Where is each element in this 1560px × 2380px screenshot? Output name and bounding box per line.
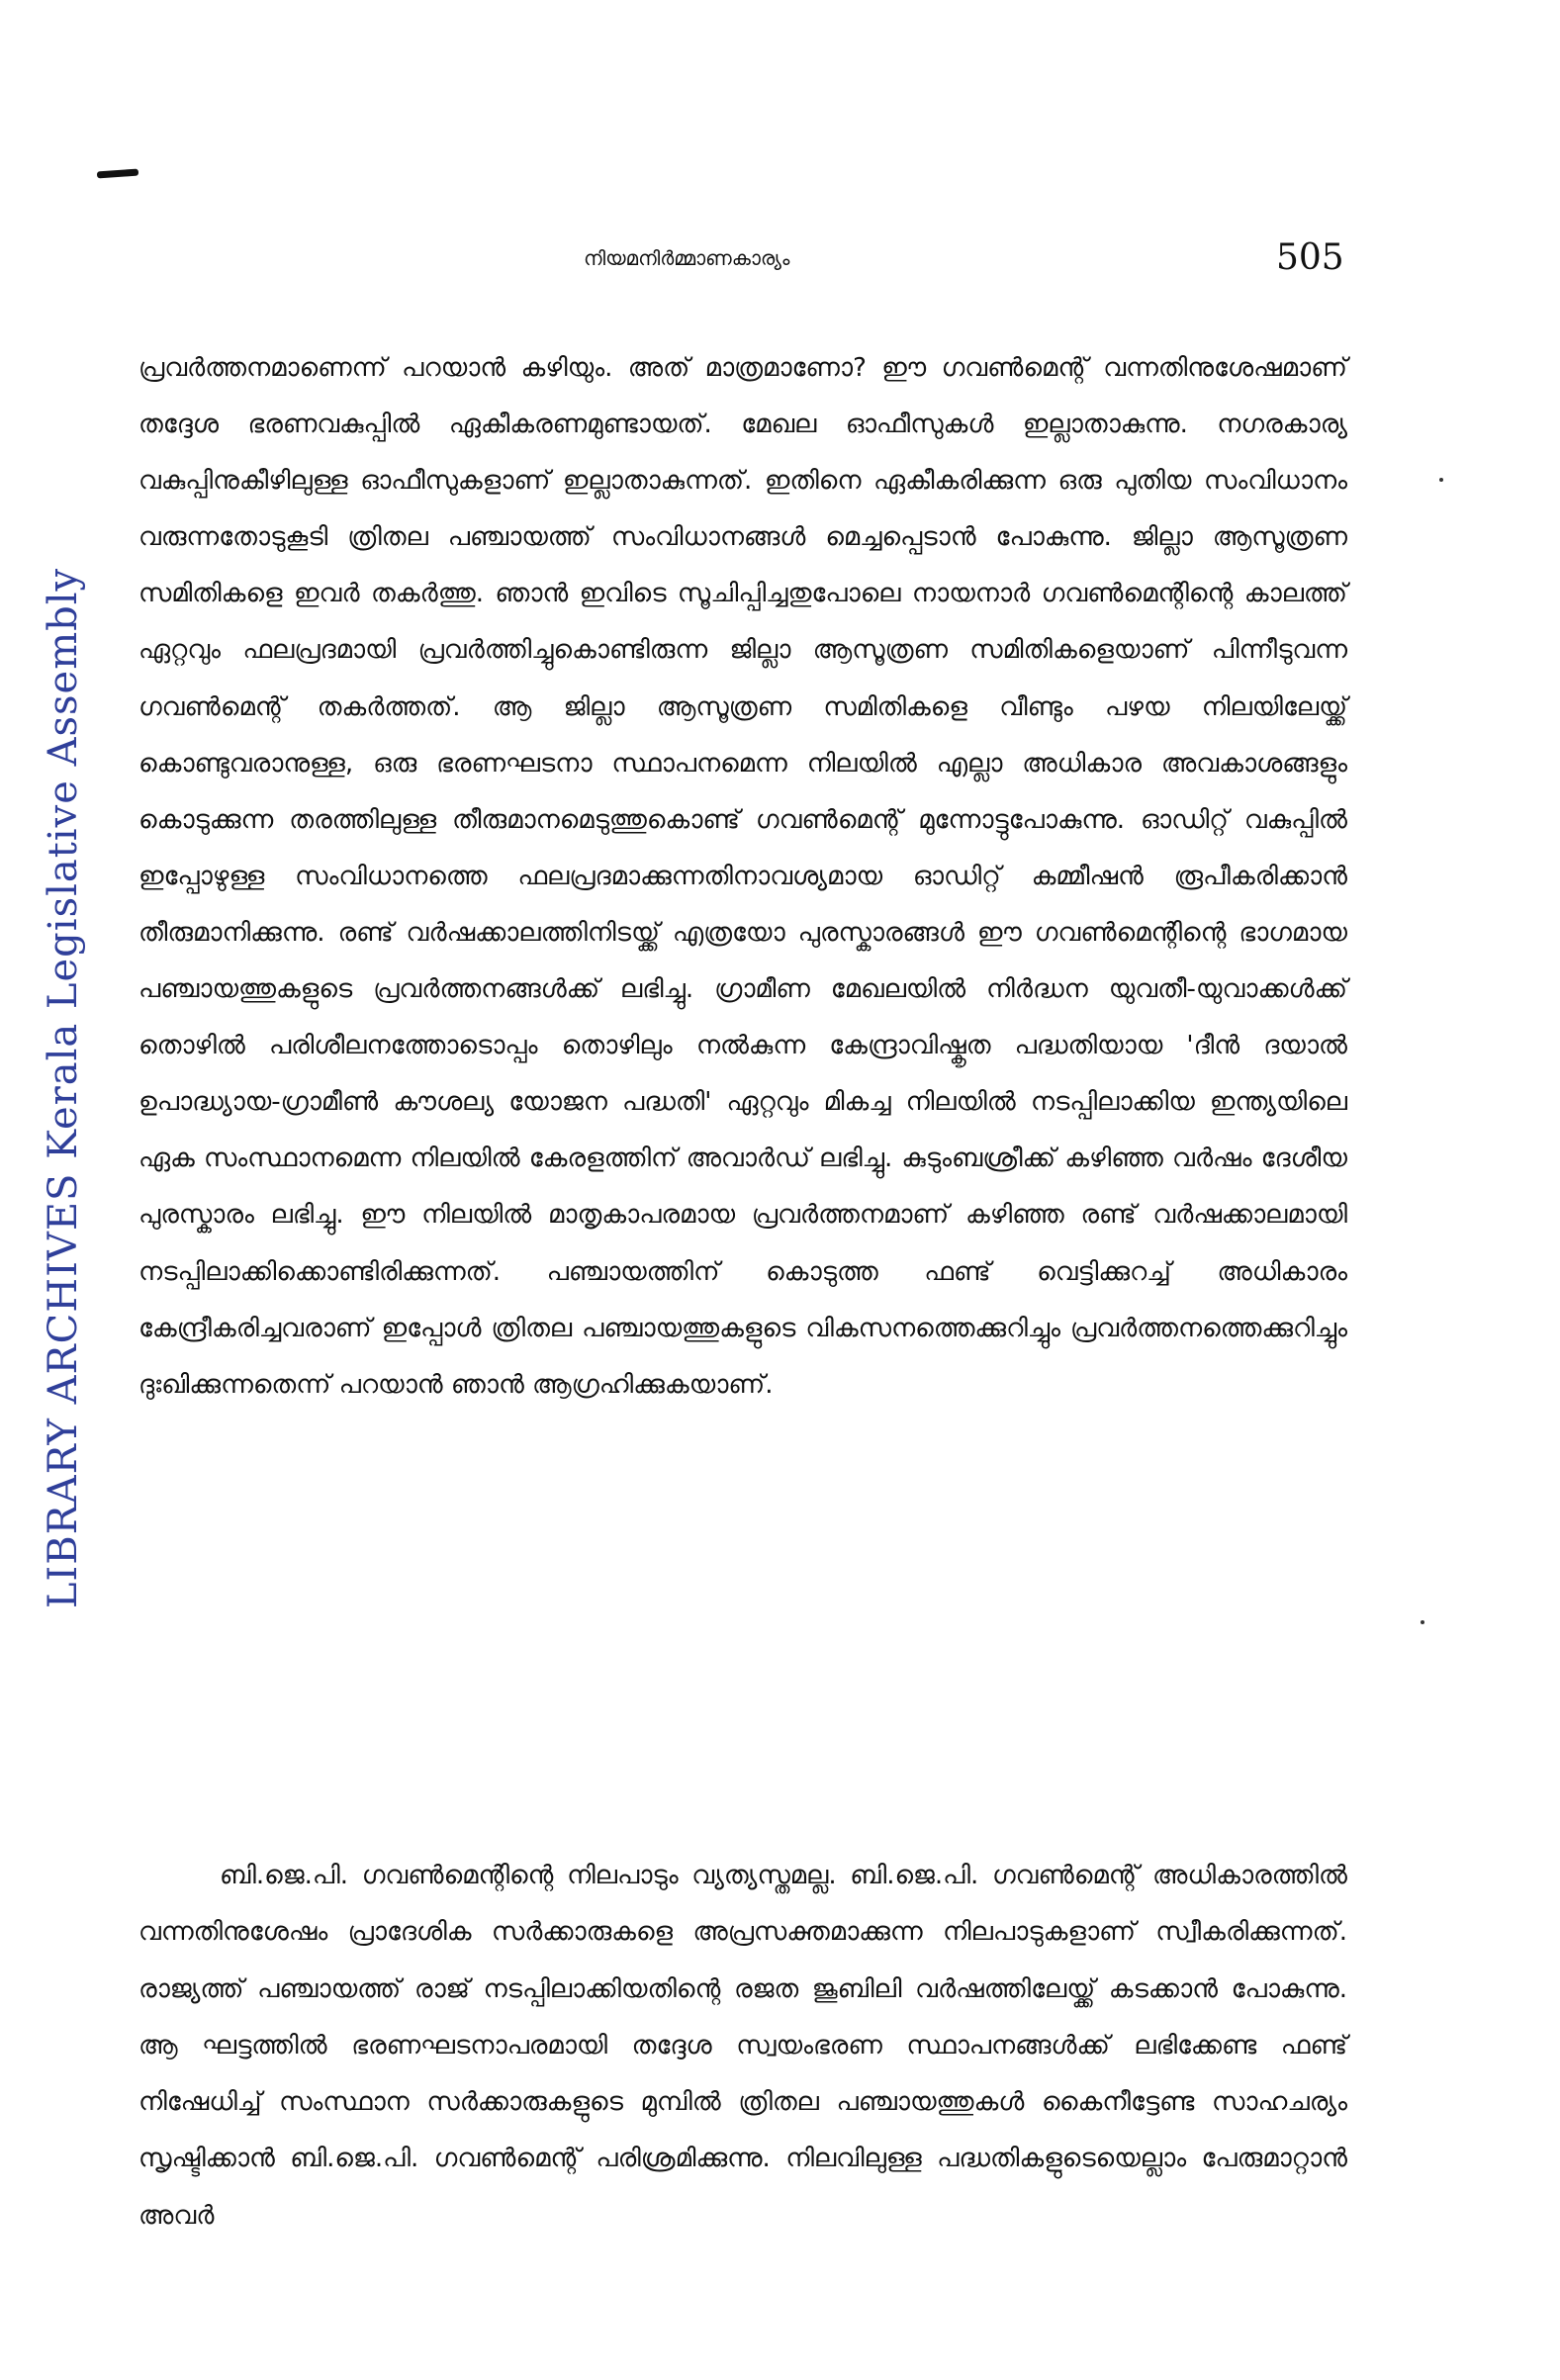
paragraph-text: പ്രവർത്തനമാണെന്ന് പറയാൻ കഴിയും. അത് മാത്രമാണോ? ഈ ഗവൺമെന്റ് വന്നതിനുശേഷമാണ് തദ്ദേശ ഭരണവകുപ്പിൽ ഏകീകരണമുണ്ടായത്. മേഖല ഓഫീസുകൾ ഇല്ലാതാകുന്നു. നഗരകാര്യ വകുപ്പിനുകീഴിലുള്ള ഓഫീസുകളാണ് ഇല്ലാതാകുന്നത്. ഇതിനെ ഏകീകരിക്കുന്ന ഒരു പുതിയ സംവിധാനം വരുന്നതോടുകൂടി ത്രിതല പഞ്ചായത്ത് സംവിധാനങ്ങൾ മെച്ചപ്പെടാൻ പോകുന്നു. ജില്ലാ ആസൂത്രണ സമിതികളെ ഇവർ തകർത്തു. ഞാൻ ഇവിടെ സൂചിപ്പിച്ചതുപോലെ നായനാർ ഗവൺമെന്റിന്റെ കാലത്ത് ഏറ്റവും ഫലപ്രദമായി പ്രവർത്തിച്ചുകൊണ്ടിരുന്ന ജില്ലാ ആസൂത്രണ സമിതികളെയാണ് പിന്നീടുവന്ന ഗവൺമെന്റ് തകർത്തത്. ആ ജില്ലാ ആസൂത്രണ സമിതികളെ വീണ്ടും പഴയ നിലയിലേയ്ക്ക് കൊണ്ടുവരാനുള്ള, ഒരു ഭരണഘടനാ സ്ഥാപനമെന്ന നിലയിൽ എല്ലാ അധികാര അവകാശങ്ങളും കൊടുക്കുന്ന തരത്തിലുള്ള തീരുമാനമെടുത്തുകൊണ്ട് ഗവൺമെന്റ് മുന്നോട്ടുപോകുന്നു. ഓഡിറ്റ് വകുപ്പിൽ ഇപ്പോഴുള്ള സംവിധാനത്തെ ഫലപ്രദമാക്കുന്നതിനാവശ്യമായ ഓഡിറ്റ് കമ്മീഷൻ രൂപീകരിക്കാൻ തീരുമാനിക്കുന്നു. രണ്ട് വർഷക്കാലത്തിനിടയ്ക്ക് എത്രയോ പുരസ്കാരങ്ങൾ ഈ ഗവൺമെന്റിന്റെ ഭാഗമായ പഞ്ചായത്തുകളുടെ പ്രവർത്തനങ്ങൾക്ക് ലഭിച്ചു. ഗ്രാമീണ മേഖലയിൽ നിർദ്ധന യുവതീ-യുവാക്കൾക്ക് തൊഴിൽ പരിശീലനത്തോടൊപ്പം തൊഴിലും നൽകുന്ന കേന്ദ്രാവിഷ്കൃത പദ്ധതിയായ 'ദീൻ ദയാൽ ഉപാദ്ധ്യായ-ഗ്രാമീൺ കൗശല്യ യോജന പദ്ധതി' ഏറ്റവും മികച്ച നിലയിൽ നടപ്പിലാക്കിയ ഇന്ത്യയിലെ ഏക സംസ്ഥാനമെന്ന നിലയിൽ കേരളത്തിന് അവാർഡ് ലഭിച്ചു. കുടുംബശ്രീക്ക് കഴിഞ്ഞ വർഷം ദേശീയ പുരസ്കാരം ലഭിച്ചു. ഈ നിലയിൽ മാതൃകാപരമായ പ്രവർത്തനമാണ് കഴിഞ്ഞ രണ്ട് വർഷക്കാലമായി നടപ്പിലാക്കിക്കൊണ്ടിരിക്കുന്നത്. പഞ്ചായത്തിന് കൊടുത്ത ഫണ്ട് വെട്ടിക്കുറച്ച് അധികാരം കേന്ദ്രീകരിച്ചവരാണ് ഇപ്പോൾ ത്രിതല പഞ്ചായത്തുകളുടെ വികസനത്തെക്കുറിച്ചും പ്രവർത്തനത്തെക്കുറിച്ചും ദുഃഖിക്കുന്നതെന്ന് പറയാൻ ഞാൻ ആഗ്രഹിക്കുകയാണ്. <box>138 353 1347 1400</box>
scan-speck <box>1421 1620 1424 1624</box>
scan-speck <box>1439 478 1443 482</box>
archive-watermark: LIBRARY ARCHIVES Kerala Legislative Assembly <box>41 567 86 1609</box>
paragraph-text: ബി.ജെ.പി. ഗവൺമെന്റിന്റെ നിലപാടും വ്യത്യസ്തമല്ല. ബി.ജെ.പി. ഗവൺമെന്റ് അധികാരത്തിൽ വന്നതിനുശേഷം പ്രാദേശിക സർക്കാരുകളെ അപ്രസക്തമാക്കുന്ന നിലപാടുകളാണ് സ്വീകരിക്കുന്നത്. രാജ്യത്ത് പഞ്ചായത്ത് രാജ് നടപ്പിലാക്കിയതിന്റെ രജത ജൂബിലി വർഷത്തിലേയ്ക്ക് കടക്കാൻ പോകുന്നു. ആ ഘട്ടത്തിൽ ഭരണഘടനാപരമായി തദ്ദേശ സ്വയംഭരണ സ്ഥാപനങ്ങൾക്ക് ലഭിക്കേണ്ട ഫണ്ട് നിഷേധിച്ച് സംസ്ഥാന സർക്കാരുകളുടെ മുമ്പിൽ ത്രിതല പഞ്ചായത്തുകൾ കൈനീട്ടേണ്ട സാഹചര്യം സൃഷ്ടിക്കാൻ ബി.ജെ.പി. ഗവൺമെന്റ് പരിശ്രമിക്കുന്നു. നിലവിലുള്ള പദ്ധതികളുടെയെല്ലാം പേരുമാറ്റാൻ അവർ <box>138 1861 1347 2231</box>
body-paragraph-1 <box>138 340 1347 1414</box>
page-number: 505 <box>1276 237 1344 278</box>
scan-artifact-mark <box>97 169 138 179</box>
body-paragraph-2 <box>138 1848 1347 2244</box>
running-title: നിയമനിർമ്മാണകാര്യം <box>584 246 790 270</box>
